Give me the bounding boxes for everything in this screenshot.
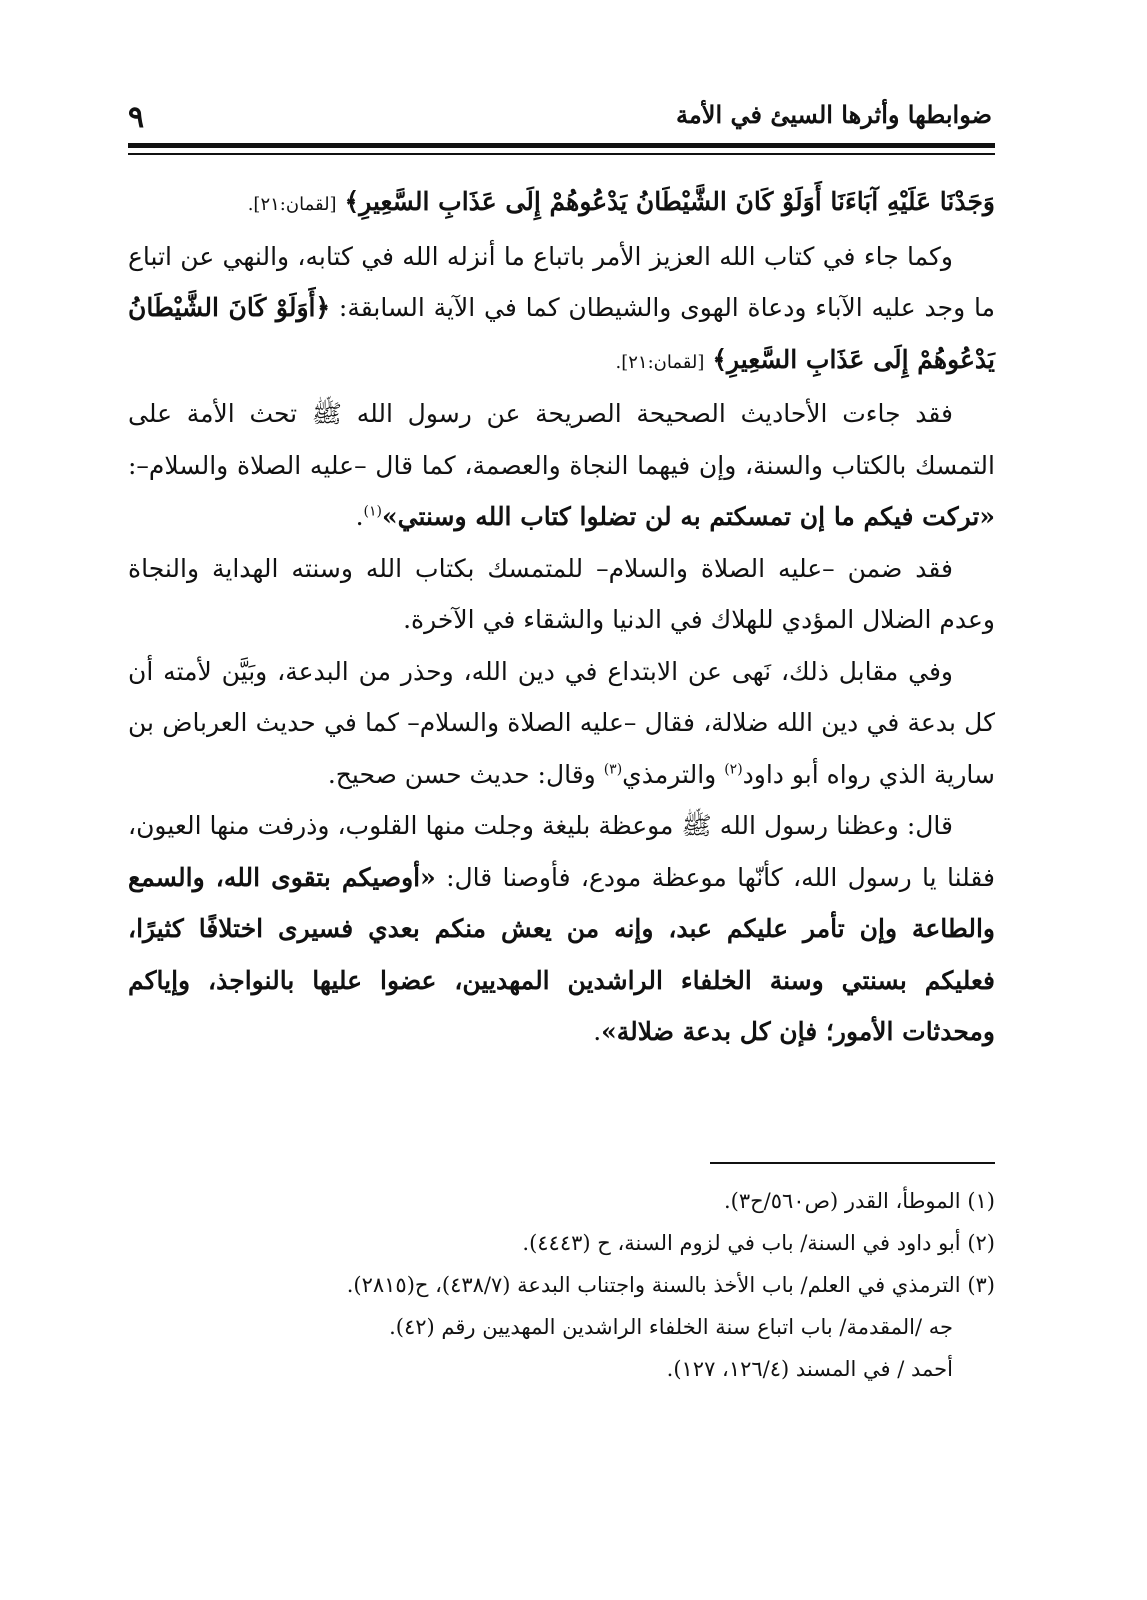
sentence-end: . <box>355 502 364 531</box>
footnote-3-continuation: أحمد / في المسند (١٢٦/٤، ١٢٧). <box>666 1357 953 1381</box>
paragraph-text: فقد جاءت الأحاديث الصحيحة الصريحة عن رسول الله ﷺ تحث الأمة على التمسك بالكتاب والسنة، وإن فيهما النجاة والعصمة، كما قال –عليه الصلاة والسلام–: <box>128 399 995 480</box>
footnote-marker-1: (١) <box>363 503 382 520</box>
paragraph-1 <box>128 176 995 231</box>
paragraph-text: والترمذي <box>622 759 725 789</box>
main-text <box>128 176 995 1058</box>
paragraph-text: فقد ضمن –عليه الصلاة والسلام– للمتمسك بكتاب الله وسنته الهداية والنجاة وعدم الضلال المؤدي للهلاك في الدنيا والشقاء في الآخرة. <box>128 553 995 634</box>
paragraph-text: وفي مقابل ذلك، نَهى عن الابتداع في دين الله، وحذر من البدعة، وبَيَّن لأمته أن كل بدعة في دين الله ضلالة، فقال –عليه الصلاة والسلام– كما في حديث العرباض بن سارية الذي رواه أبو داود <box>128 656 995 789</box>
footnote-3-continuation: جه /المقدمة/ باب اتباع سنة الخلفاء الراشدين المهديين رقم (٤٢). <box>389 1315 953 1339</box>
sentence-end: . <box>593 1017 602 1046</box>
footnotes <box>128 1180 995 1390</box>
footnote-separator <box>710 1162 995 1164</box>
page-number: ٩ <box>128 100 145 135</box>
quran-verse: وَجَدْنَا عَلَيْهِ آبَاءَنَا أَوَلَوْ كَانَ الشَّيْطَانُ يَدْعُوهُمْ إِلَى عَذَابِ السَّعِيرِ﴾ <box>344 187 995 216</box>
footnote-3: (٣) الترمذي في العلم/ باب الأخذ بالسنة واجتناب البدعة (٤٣٨/٧)، ح(٢٨١٥). <box>346 1273 995 1297</box>
running-header-title: ضوابطها وأثرها السيئ في الأمة <box>676 100 992 129</box>
paragraph-text: وقال: حديث حسن صحيح. <box>327 759 604 789</box>
footnote-1: (١) الموطأ، القدر (ص٥٦٠/ح٣). <box>723 1189 995 1213</box>
header-rule-thick <box>128 143 995 148</box>
footnote-marker-3: (٣) <box>603 761 623 778</box>
footnote-marker-2: (٢) <box>724 761 743 778</box>
hadith-quote: «أوصيكم بتقوى الله، والسمع والطاعة وإن تأمر عليكم عبد، وإنه من يعش منكم بعدي فسيرى اختلافًا كثيرًا، فعليكم بسنتي وسنة الخلفاء الراشدين المهديين، عضوا عليها بالنواجذ، وإياكم ومحدثات الأمور؛ فإن كل بدعة ضلالة» <box>128 862 995 1046</box>
verse-reference: [لقمان:٢١]. <box>247 194 337 215</box>
paragraph-6 <box>128 800 995 1058</box>
footnote-2: (٢) أبو داود في السنة/ باب في لزوم السنة، ح (٤٤٤٣). <box>522 1231 995 1255</box>
verse-reference: [لقمان:٢١]. <box>615 351 705 373</box>
header-rule-thin <box>128 153 995 155</box>
quran-verse: ﴿أَوَلَوْ كَانَ الشَّيْطَانُ يَدْعُوهُمْ إِلَى عَذَابِ السَّعِيرِ﴾ <box>128 293 995 374</box>
paragraph-2 <box>128 231 995 389</box>
paragraph-4 <box>128 543 995 646</box>
paragraph-5 <box>128 646 995 801</box>
hadith-quote: «تركت فيكم ما إن تمسكتم به لن تضلوا كتاب الله وسنتي» <box>381 502 995 531</box>
paragraph-text: وكما جاء في كتاب الله العزيز الأمر باتباع ما أنزله الله في كتابه، والنهي عن اتباع ما وجد عليه الآباء ودعاة الهوى والشيطان كما في الآية السابقة: <box>128 241 995 322</box>
paragraph-text: قال: وعظنا رسول الله ﷺ موعظة بليغة وجلت منها القلوب، وذرفت منها العيون، فقلنا يا رسول الله، كأنّها موعظة مودع، فأوصنا قال: <box>128 811 995 892</box>
paragraph-3 <box>128 388 995 543</box>
